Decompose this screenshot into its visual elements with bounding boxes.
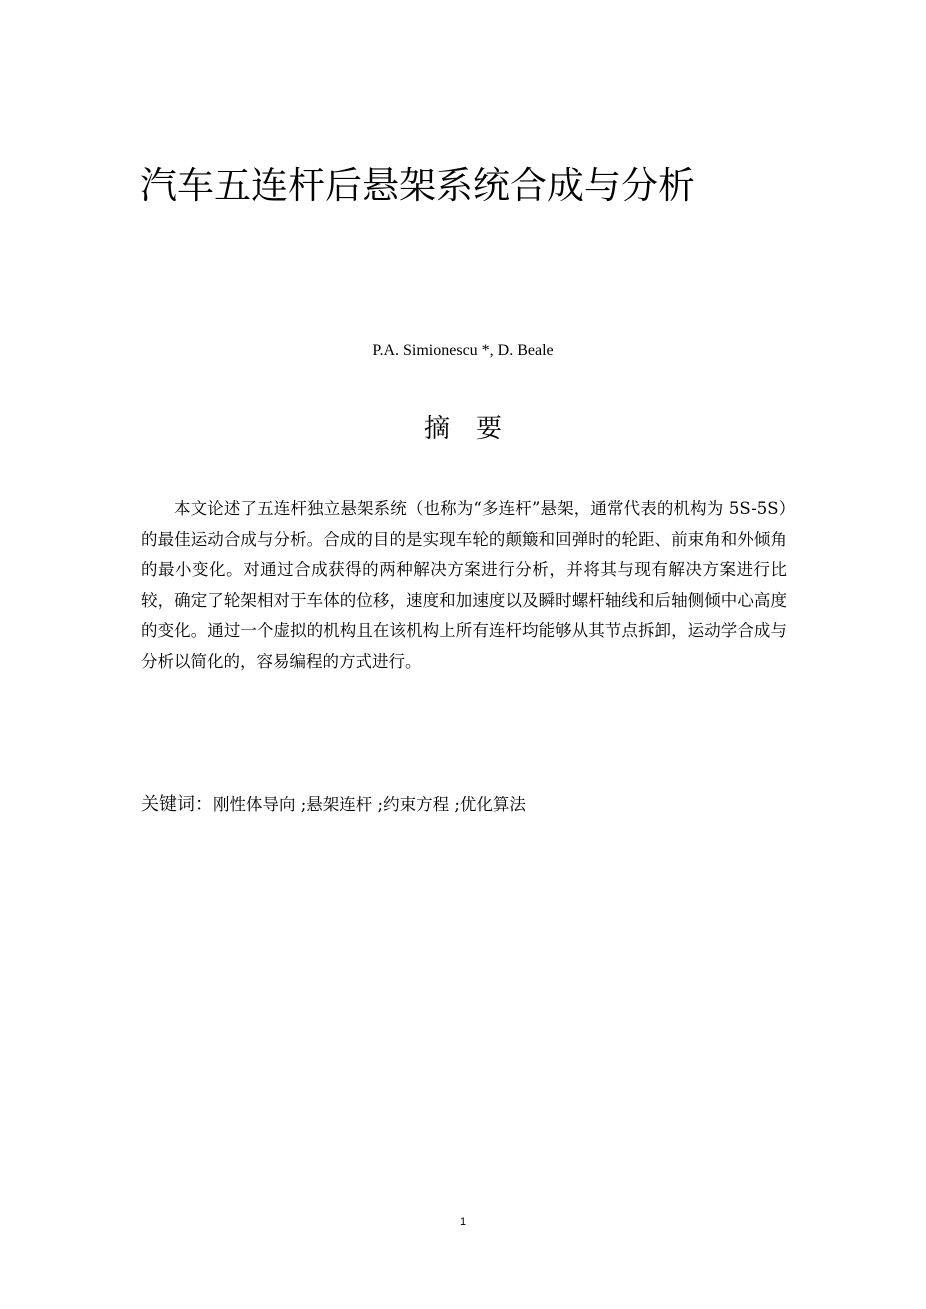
keywords-line (141, 792, 801, 818)
keywords-list: 刚性体导向 ;悬架连杆 ;约束方程 ;优化算法 (213, 795, 526, 814)
abstract-heading: 摘 要 (423, 414, 502, 444)
page-number: 1 (459, 1216, 467, 1228)
keywords-label: 关键词： (141, 794, 213, 815)
document-title: 汽车五连杆后悬架系统合成与分析 (140, 164, 695, 207)
authors-line: P.A. Simionescu *, D. Beale (372, 342, 554, 359)
abstract-paragraph: 本文论述了五连杆独立悬架系统（也称为“多连杆”悬架，通常代表的机构为 5S-5S）的最佳运动合成与分析。合成的目的是实现车轮的颠簸和回弹时的轮距、前束角和外倾角的最小变化。对通过合成获得的两种解决方案进行分析，并将其与现有解决方案进行比较，确定了轮架相对于车体的位移，速度和加速度以及瞬时螺杆轴线和后轴侧倾中心高度的变化。通过一个虚拟的机构且在该机构上所有连杆均能够从其节点拆卸，运动学合成与分析以简化的，容易编程的方式进行。 (141, 499, 787, 671)
